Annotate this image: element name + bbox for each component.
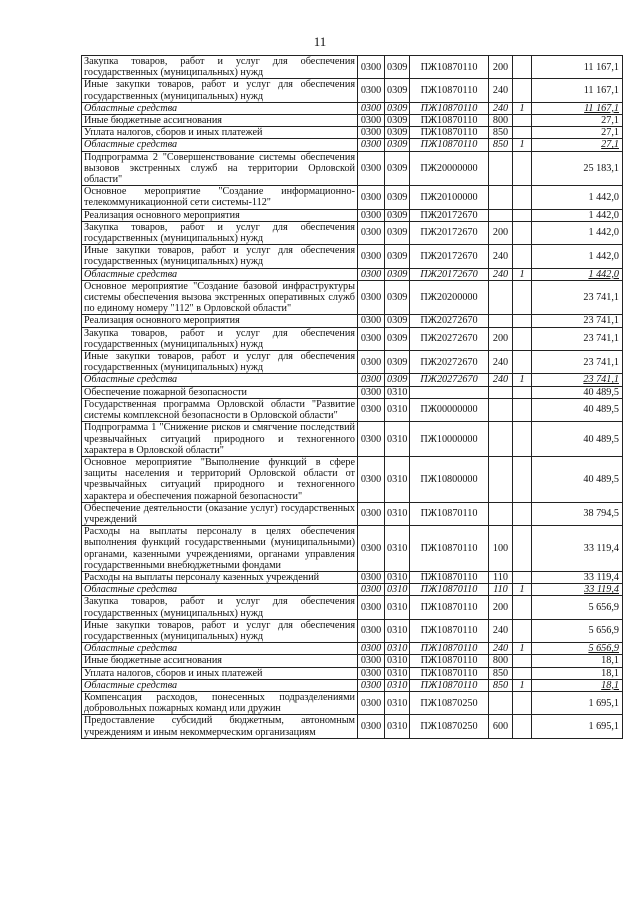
- target-article-code: ПЖ20272670: [410, 374, 489, 386]
- amount: 40 489,5: [532, 398, 623, 421]
- section-code: 0300: [358, 221, 385, 244]
- table-row: [82, 79, 623, 102]
- funding-source-code: [513, 221, 532, 244]
- expense-type-code: [489, 280, 513, 315]
- funding-source-code: 1: [513, 102, 532, 114]
- expense-type-code: 240: [489, 79, 513, 102]
- table-row: [82, 691, 623, 714]
- funding-source-code: [513, 280, 532, 315]
- row-description: Закупка товаров, работ и услуг для обеспечения государственных (муниципальных) нужд: [82, 56, 358, 79]
- amount: 27,1: [532, 115, 623, 127]
- subsection-code: 0309: [385, 221, 410, 244]
- subsection-code: 0310: [385, 456, 410, 502]
- target-article-code: ПЖ20172670: [410, 209, 489, 221]
- funding-source-code: [513, 245, 532, 268]
- expense-type-code: [489, 386, 513, 398]
- target-article-code: ПЖ00000000: [410, 398, 489, 421]
- funding-source-code: [513, 79, 532, 102]
- row-description: Областные средства: [82, 374, 358, 386]
- subsection-code: 0310: [385, 422, 410, 457]
- table-row: [82, 115, 623, 127]
- amount: 23 741,1: [532, 315, 623, 327]
- row-description: Реализация основного мероприятия: [82, 209, 358, 221]
- target-article-code: ПЖ10000000: [410, 422, 489, 457]
- expense-type-code: [489, 209, 513, 221]
- row-description: Предоставление субсидий бюджетным, автономным учреждениям и иным некоммерческим организациям: [82, 715, 358, 738]
- table-row: [82, 151, 623, 186]
- page-number: 11: [313, 34, 327, 49]
- target-article-code: ПЖ10800000: [410, 456, 489, 502]
- table-row: [82, 655, 623, 667]
- section-code: 0300: [358, 139, 385, 151]
- section-code: 0300: [358, 584, 385, 596]
- row-description: Государственная программа Орловской области "Развитие системы комплексной безопасности в Орловской области": [82, 398, 358, 421]
- amount: 23 741,1: [532, 280, 623, 315]
- section-code: 0300: [358, 127, 385, 139]
- funding-source-code: [513, 56, 532, 79]
- amount: 1 442,0: [532, 268, 623, 280]
- target-article-code: ПЖ20272670: [410, 327, 489, 350]
- funding-source-code: 1: [513, 139, 532, 151]
- section-code: 0300: [358, 115, 385, 127]
- section-code: 0300: [358, 526, 385, 572]
- table-row: [82, 221, 623, 244]
- target-article-code: ПЖ10870110: [410, 679, 489, 691]
- expense-type-code: [489, 691, 513, 714]
- expense-type-code: 850: [489, 127, 513, 139]
- funding-source-code: [513, 398, 532, 421]
- section-code: 0300: [358, 398, 385, 421]
- target-article-code: ПЖ10870110: [410, 79, 489, 102]
- target-article-code: ПЖ10870110: [410, 139, 489, 151]
- row-description: Областные средства: [82, 139, 358, 151]
- amount: 18,1: [532, 667, 623, 679]
- expense-type-code: 110: [489, 584, 513, 596]
- table-row: [82, 422, 623, 457]
- funding-source-code: [513, 526, 532, 572]
- table-row: [82, 127, 623, 139]
- subsection-code: 0310: [385, 596, 410, 619]
- table-row: [82, 315, 623, 327]
- expense-type-code: [489, 186, 513, 209]
- target-article-code: ПЖ20172670: [410, 221, 489, 244]
- row-description: Иные бюджетные ассигнования: [82, 655, 358, 667]
- amount: 18,1: [532, 655, 623, 667]
- expense-type-code: [489, 502, 513, 525]
- expense-type-code: 240: [489, 102, 513, 114]
- amount: 23 741,1: [532, 351, 623, 374]
- target-article-code: ПЖ20272670: [410, 351, 489, 374]
- funding-source-code: [513, 209, 532, 221]
- amount: 23 741,1: [532, 374, 623, 386]
- expense-type-code: 850: [489, 139, 513, 151]
- funding-source-code: [513, 571, 532, 583]
- amount: 1 695,1: [532, 691, 623, 714]
- amount: 5 656,9: [532, 619, 623, 642]
- target-article-code: ПЖ10870110: [410, 596, 489, 619]
- amount: 38 794,5: [532, 502, 623, 525]
- subsection-code: 0309: [385, 315, 410, 327]
- amount: 11 167,1: [532, 79, 623, 102]
- section-code: 0300: [358, 679, 385, 691]
- subsection-code: 0310: [385, 571, 410, 583]
- amount: 5 656,9: [532, 643, 623, 655]
- target-article-code: ПЖ10870110: [410, 115, 489, 127]
- amount: 40 489,5: [532, 422, 623, 457]
- table-row: [82, 102, 623, 114]
- expense-type-code: 240: [489, 374, 513, 386]
- funding-source-code: 1: [513, 584, 532, 596]
- section-code: 0300: [358, 715, 385, 738]
- table-row: [82, 245, 623, 268]
- target-article-code: ПЖ10870110: [410, 643, 489, 655]
- expense-type-code: 200: [489, 327, 513, 350]
- row-description: Уплата налогов, сборов и иных платежей: [82, 127, 358, 139]
- subsection-code: 0309: [385, 327, 410, 350]
- target-article-code: ПЖ10870110: [410, 571, 489, 583]
- target-article-code: ПЖ10870110: [410, 655, 489, 667]
- subsection-code: 0309: [385, 127, 410, 139]
- section-code: 0300: [358, 56, 385, 79]
- target-article-code: ПЖ10870250: [410, 691, 489, 714]
- target-article-code: ПЖ10870110: [410, 102, 489, 114]
- target-article-code: ПЖ10870250: [410, 715, 489, 738]
- target-article-code: ПЖ10870110: [410, 619, 489, 642]
- expense-type-code: 240: [489, 643, 513, 655]
- table-row: [82, 280, 623, 315]
- table-row: [82, 715, 623, 738]
- table-row: [82, 456, 623, 502]
- subsection-code: 0310: [385, 386, 410, 398]
- subsection-code: 0309: [385, 79, 410, 102]
- funding-source-code: [513, 619, 532, 642]
- section-code: 0300: [358, 280, 385, 315]
- amount: 40 489,5: [532, 456, 623, 502]
- funding-source-code: 1: [513, 643, 532, 655]
- budget-table-body: [82, 56, 623, 739]
- section-code: 0300: [358, 209, 385, 221]
- table-row: [82, 502, 623, 525]
- subsection-code: 0310: [385, 584, 410, 596]
- target-article-code: ПЖ10870110: [410, 56, 489, 79]
- amount: 18,1: [532, 679, 623, 691]
- amount: 33 119,4: [532, 571, 623, 583]
- table-row: [82, 209, 623, 221]
- expense-type-code: 240: [489, 268, 513, 280]
- subsection-code: 0309: [385, 115, 410, 127]
- table-row: [82, 643, 623, 655]
- expense-type-code: 800: [489, 655, 513, 667]
- amount: 23 741,1: [532, 327, 623, 350]
- expense-type-code: 200: [489, 56, 513, 79]
- funding-source-code: [513, 186, 532, 209]
- row-description: Иные закупки товаров, работ и услуг для обеспечения государственных (муниципальных) нужд: [82, 351, 358, 374]
- row-description: Иные бюджетные ассигнования: [82, 115, 358, 127]
- amount: 1 442,0: [532, 221, 623, 244]
- table-row: [82, 667, 623, 679]
- table-row: [82, 56, 623, 79]
- subsection-code: 0310: [385, 691, 410, 714]
- subsection-code: 0309: [385, 245, 410, 268]
- subsection-code: 0310: [385, 655, 410, 667]
- expense-type-code: 110: [489, 571, 513, 583]
- expense-type-code: 240: [489, 619, 513, 642]
- funding-source-code: [513, 715, 532, 738]
- funding-source-code: [513, 115, 532, 127]
- funding-source-code: [513, 667, 532, 679]
- amount: 25 183,1: [532, 151, 623, 186]
- row-description: Обеспечение деятельности (оказание услуг) государственных учреждений: [82, 502, 358, 525]
- row-description: Компенсация расходов, понесенных подразделениями добровольных пожарных команд или дружин: [82, 691, 358, 714]
- target-article-code: ПЖ20000000: [410, 151, 489, 186]
- section-code: 0300: [358, 351, 385, 374]
- subsection-code: 0309: [385, 374, 410, 386]
- amount: 1 695,1: [532, 715, 623, 738]
- section-code: 0300: [358, 456, 385, 502]
- table-row: [82, 351, 623, 374]
- subsection-code: 0309: [385, 102, 410, 114]
- row-description: Закупка товаров, работ и услуг для обеспечения государственных (муниципальных) нужд: [82, 596, 358, 619]
- subsection-code: 0309: [385, 351, 410, 374]
- table-row: [82, 526, 623, 572]
- subsection-code: 0310: [385, 619, 410, 642]
- table-row: [82, 268, 623, 280]
- section-code: 0300: [358, 315, 385, 327]
- table-row: [82, 374, 623, 386]
- expense-type-code: 850: [489, 679, 513, 691]
- funding-source-code: [513, 456, 532, 502]
- row-description: Закупка товаров, работ и услуг для обеспечения государственных (муниципальных) нужд: [82, 221, 358, 244]
- funding-source-code: [513, 315, 532, 327]
- section-code: 0300: [358, 386, 385, 398]
- amount: 1 442,0: [532, 186, 623, 209]
- funding-source-code: [513, 386, 532, 398]
- target-article-code: ПЖ10870110: [410, 526, 489, 572]
- row-description: Областные средства: [82, 268, 358, 280]
- expense-type-code: [489, 456, 513, 502]
- target-article-code: ПЖ20172670: [410, 245, 489, 268]
- target-article-code: ПЖ10870110: [410, 584, 489, 596]
- expense-type-code: [489, 398, 513, 421]
- section-code: 0300: [358, 502, 385, 525]
- amount: 5 656,9: [532, 596, 623, 619]
- section-code: 0300: [358, 655, 385, 667]
- row-description: Основное мероприятие "Создание информационно-телекоммуникационной сети системы-112": [82, 186, 358, 209]
- section-code: 0300: [358, 186, 385, 209]
- row-description: Основное мероприятие "Выполнение функций в сфере защиты населения и территорий Орловской области от чрезвычайных ситуаций природного и техногенного характера и обеспечения пожарной безопасности": [82, 456, 358, 502]
- funding-source-code: [513, 596, 532, 619]
- target-article-code: ПЖ10870110: [410, 127, 489, 139]
- row-description: Закупка товаров, работ и услуг для обеспечения государственных (муниципальных) нужд: [82, 327, 358, 350]
- row-description: Подпрограмма 1 "Снижение рисков и смягчение последствий чрезвычайных ситуаций природного и техногенного характера в Орловской области": [82, 422, 358, 457]
- row-description: Подпрограмма 2 "Совершенствование системы обеспечения вызовов экстренных служб на территории Орловской области": [82, 151, 358, 186]
- funding-source-code: [513, 327, 532, 350]
- table-row: [82, 186, 623, 209]
- funding-source-code: [513, 691, 532, 714]
- funding-source-code: [513, 151, 532, 186]
- amount: 11 167,1: [532, 56, 623, 79]
- expense-type-code: [489, 151, 513, 186]
- table-row: [82, 679, 623, 691]
- expense-type-code: 240: [489, 351, 513, 374]
- section-code: 0300: [358, 268, 385, 280]
- row-description: Областные средства: [82, 584, 358, 596]
- target-article-code: ПЖ20200000: [410, 280, 489, 315]
- subsection-code: 0309: [385, 56, 410, 79]
- subsection-code: 0310: [385, 679, 410, 691]
- table-row: [82, 596, 623, 619]
- row-description: Обеспечение пожарной безопасности: [82, 386, 358, 398]
- row-description: Расходы на выплаты персоналу казенных учреждений: [82, 571, 358, 583]
- target-article-code: ПЖ20272670: [410, 315, 489, 327]
- expense-type-code: 800: [489, 115, 513, 127]
- expense-type-code: 850: [489, 667, 513, 679]
- section-code: 0300: [358, 374, 385, 386]
- row-description: Расходы на выплаты персоналу в целях обеспечения выполнения функций государственными (муниципальными) органами, казенными учреждениями, органами управления государственными внебюджетными фондами: [82, 526, 358, 572]
- row-description: Областные средства: [82, 102, 358, 114]
- table-row: [82, 571, 623, 583]
- target-article-code: ПЖ20172670: [410, 268, 489, 280]
- expense-type-code: [489, 422, 513, 457]
- table-row: [82, 584, 623, 596]
- amount: 27,1: [532, 127, 623, 139]
- amount: 33 119,4: [532, 584, 623, 596]
- expense-type-code: 600: [489, 715, 513, 738]
- subsection-code: 0309: [385, 139, 410, 151]
- funding-source-code: [513, 655, 532, 667]
- amount: 40 489,5: [532, 386, 623, 398]
- subsection-code: 0309: [385, 186, 410, 209]
- amount: 1 442,0: [532, 209, 623, 221]
- funding-source-code: 1: [513, 268, 532, 280]
- target-article-code: [410, 386, 489, 398]
- subsection-code: 0310: [385, 502, 410, 525]
- target-article-code: ПЖ10870110: [410, 667, 489, 679]
- target-article-code: ПЖ10870110: [410, 502, 489, 525]
- section-code: 0300: [358, 571, 385, 583]
- row-description: Областные средства: [82, 643, 358, 655]
- budget-table: [81, 55, 623, 739]
- subsection-code: 0309: [385, 209, 410, 221]
- section-code: 0300: [358, 151, 385, 186]
- amount: 27,1: [532, 139, 623, 151]
- table-row: [82, 386, 623, 398]
- target-article-code: ПЖ20100000: [410, 186, 489, 209]
- amount: 33 119,4: [532, 526, 623, 572]
- row-description: Областные средства: [82, 679, 358, 691]
- row-description: Реализация основного мероприятия: [82, 315, 358, 327]
- funding-source-code: 1: [513, 374, 532, 386]
- section-code: 0300: [358, 691, 385, 714]
- subsection-code: 0310: [385, 398, 410, 421]
- table-row: [82, 398, 623, 421]
- subsection-code: 0310: [385, 667, 410, 679]
- funding-source-code: [513, 422, 532, 457]
- subsection-code: 0310: [385, 526, 410, 572]
- section-code: 0300: [358, 102, 385, 114]
- subsection-code: 0309: [385, 151, 410, 186]
- table-row: [82, 139, 623, 151]
- section-code: 0300: [358, 422, 385, 457]
- funding-source-code: [513, 351, 532, 374]
- funding-source-code: 1: [513, 679, 532, 691]
- subsection-code: 0310: [385, 643, 410, 655]
- section-code: 0300: [358, 245, 385, 268]
- row-description: Иные закупки товаров, работ и услуг для обеспечения государственных (муниципальных) нужд: [82, 245, 358, 268]
- amount: 1 442,0: [532, 245, 623, 268]
- section-code: 0300: [358, 667, 385, 679]
- subsection-code: 0309: [385, 268, 410, 280]
- section-code: 0300: [358, 327, 385, 350]
- row-description: Основное мероприятие "Создание базовой инфраструктуры системы обеспечения вызова экстренных оперативных служб по единому номеру "112" в Орловской области": [82, 280, 358, 315]
- table-row: [82, 619, 623, 642]
- expense-type-code: 240: [489, 245, 513, 268]
- expense-type-code: 200: [489, 596, 513, 619]
- row-description: Иные закупки товаров, работ и услуг для обеспечения государственных (муниципальных) нужд: [82, 619, 358, 642]
- section-code: 0300: [358, 643, 385, 655]
- section-code: 0300: [358, 596, 385, 619]
- subsection-code: 0310: [385, 715, 410, 738]
- subsection-code: 0309: [385, 280, 410, 315]
- funding-source-code: [513, 502, 532, 525]
- section-code: 0300: [358, 619, 385, 642]
- table-row: [82, 327, 623, 350]
- expense-type-code: 100: [489, 526, 513, 572]
- expense-type-code: 200: [489, 221, 513, 244]
- section-code: 0300: [358, 79, 385, 102]
- funding-source-code: [513, 127, 532, 139]
- amount: 11 167,1: [532, 102, 623, 114]
- row-description: Иные закупки товаров, работ и услуг для обеспечения государственных (муниципальных) нужд: [82, 79, 358, 102]
- row-description: Уплата налогов, сборов и иных платежей: [82, 667, 358, 679]
- expense-type-code: [489, 315, 513, 327]
